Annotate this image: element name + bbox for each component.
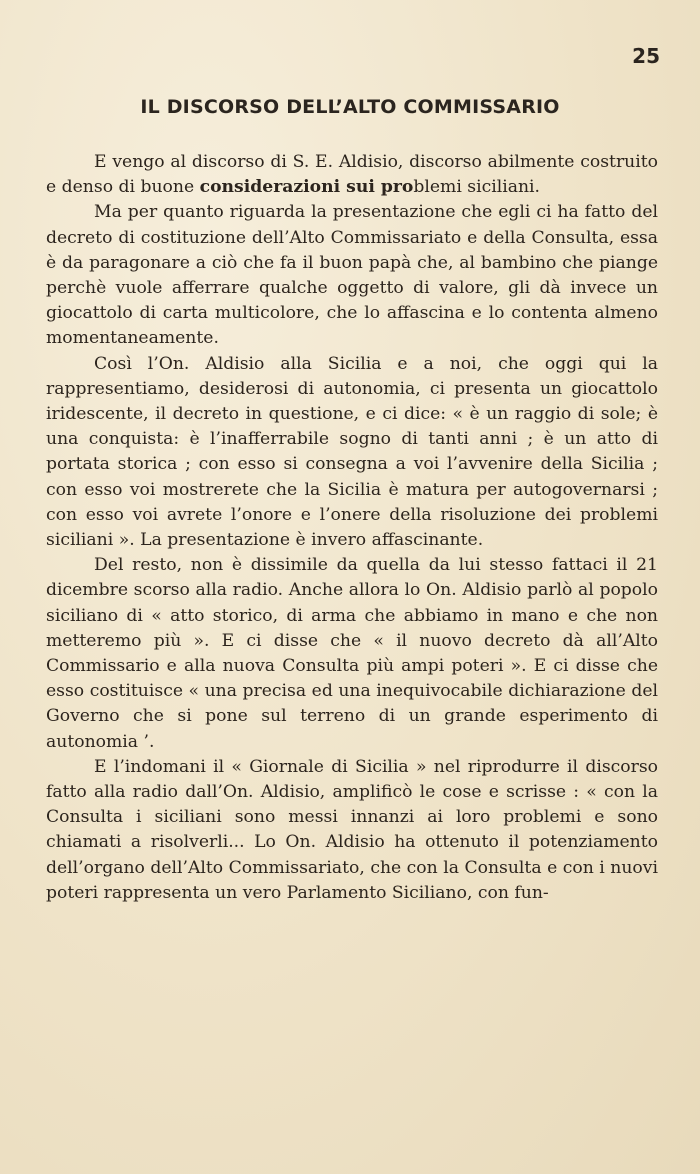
paragraph-3: Così l’On. Aldisio alla Sicilia e a noi, che oggi qui la rappresentiamo, desiderosi di autonomia, ci presenta un giocattolo iridescente, il decreto in questione, e ci dice: « è un raggio di sole; è una conquista: è l’inafferrabile sogno di tanti anni ; è un atto di portata storica ; con esso si consegna a voi l’avvenire della Sicilia ; con esso voi mostrerete che la Sicilia è matura per autogovernarsi ; con esso voi avrete l’onore e l’onere della risoluzione dei problemi siciliani ». La presentazione è invero affascinante.: [46, 353, 658, 551]
body-text: [46, 150, 658, 906]
paragraph-4: Del resto, non è dissimile da quella da lui stesso fattaci il 21 dicembre scorso alla radio. Anche allora lo On. Aldisio parlò al popolo siciliano di « atto storico, di arma che abbiamo in mano e che non metteremo più ». E ci disse che « il nuovo decreto dà all’Alto Commissario e alla nuova Consulta più ampi poteri ». E ci disse che esso costituisce « una precisa ed una inequivocabile dichiarazione del Governo che si pone sul terreno di un grande esperimento di autonomia ’.: [46, 555, 658, 752]
paragraph-1-tail: blemi siciliani.: [413, 177, 541, 198]
page-number: 25: [632, 44, 660, 68]
paragraph-2: Ma per quanto riguarda la presentazione che egli ci ha fatto del decreto di costituzione dell’Alto Commissariato e della Consulta, essa è da paragonare a ciò che fa il buon papà che, al bambino che piange perchè vuole afferrare qualche oggetto di valore, gli dà invece un giocattolo di carta multicolore, che lo affascina e lo contenta almeno momentaneamente.: [46, 202, 658, 349]
paragraph-5: E l’indomani il « Giornale di Sicilia » nel riprodurre il discorso fatto alla radio dall’On. Aldisio, amplificò le cose e scrisse : « con la Consulta i siciliani sono messi innanzi ai loro problemi e sono chiamati a risolverli... Lo On. Aldisio ha ottenuto il potenziamento dell’organo dell’Alto Commissariato, che con la Consulta e con i nuovi poteri rappresenta un vero Parlamento Siciliano, con fun-: [46, 756, 658, 903]
paragraph-1-lead: E vengo al discorso di S. E. Aldisio, discorso abilmente costruito e denso di buone: [46, 152, 658, 198]
chapter-title: IL DISCORSO DELL’ALTO COMMISSARIO: [140, 96, 560, 118]
paragraph-1-bold: considerazioni sui pro: [199, 177, 414, 198]
paragraph-1: [46, 150, 658, 200]
